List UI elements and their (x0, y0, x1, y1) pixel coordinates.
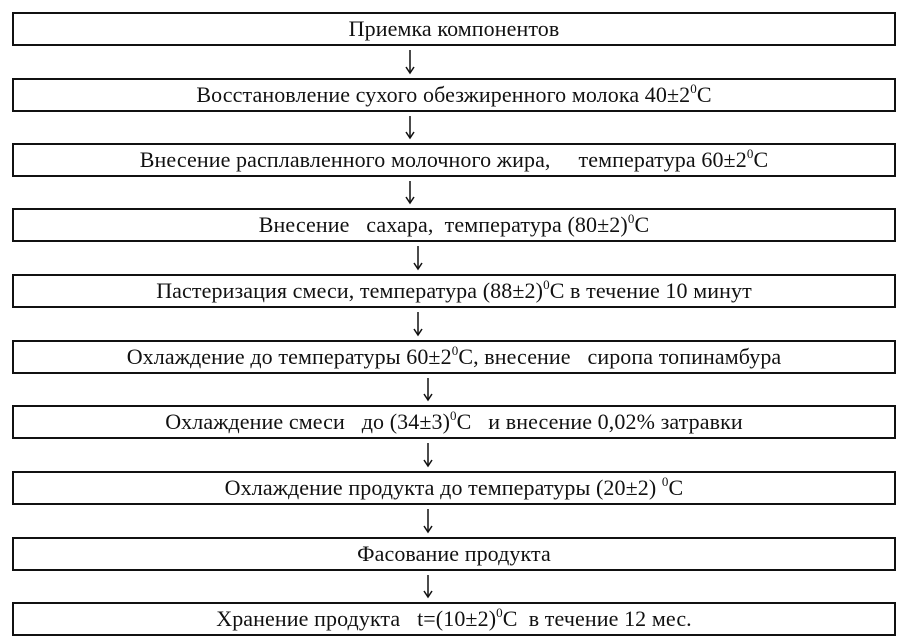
arrow-down-icon (403, 50, 417, 74)
process-step-6 (12, 340, 896, 374)
process-step-4 (12, 208, 896, 242)
arrow-down-icon (411, 312, 425, 336)
step-text: Охлаждение смеси до $(34\pm 3)^0С$ и внесение 0,02% затравки (165, 408, 743, 434)
arrow-down-icon (421, 378, 435, 401)
step-text: Охлаждение до температуры $60\pm 2^0С$, внесение сиропа топинамбура (126, 343, 782, 369)
arrow-down-icon (411, 246, 425, 270)
arrow-down-icon (421, 575, 435, 598)
process-step-9 (12, 537, 896, 571)
process-step-7 (12, 405, 896, 439)
arrow-down-icon (403, 116, 417, 139)
step-text: Фасование продукта (357, 541, 551, 566)
process-step-1 (12, 12, 896, 46)
step-text: Пастеризация смеси, температура $(88\pm 2)^0С$ в течение 10 минут (156, 277, 752, 303)
process-step-3 (12, 143, 896, 177)
step-text: Внесение расплавленного молочного жира, температура $60\pm 2^0С$ (139, 146, 769, 172)
arrow-down-icon (421, 443, 435, 467)
arrow-down-icon (403, 181, 417, 204)
arrow-down-icon (421, 509, 435, 533)
step-text: Внесение сахара, температура $(80\pm 2)^0С$ (258, 211, 650, 237)
process-step-10 (12, 602, 896, 636)
step-text: Охлаждение продукта до температуры (20±2) $^0$С (224, 474, 684, 500)
process-step-2 (12, 78, 896, 112)
process-step-5 (12, 274, 896, 308)
step-text: Восстановление сухого обезжиренного молока $40\pm 2^0С$ (196, 81, 712, 107)
step-text: Хранение продукта $t=(10\pm 2)^0С$ в течение 12 мес. (216, 605, 692, 631)
process-step-8 (12, 471, 896, 505)
step-text: Приемка компонентов (348, 16, 560, 41)
